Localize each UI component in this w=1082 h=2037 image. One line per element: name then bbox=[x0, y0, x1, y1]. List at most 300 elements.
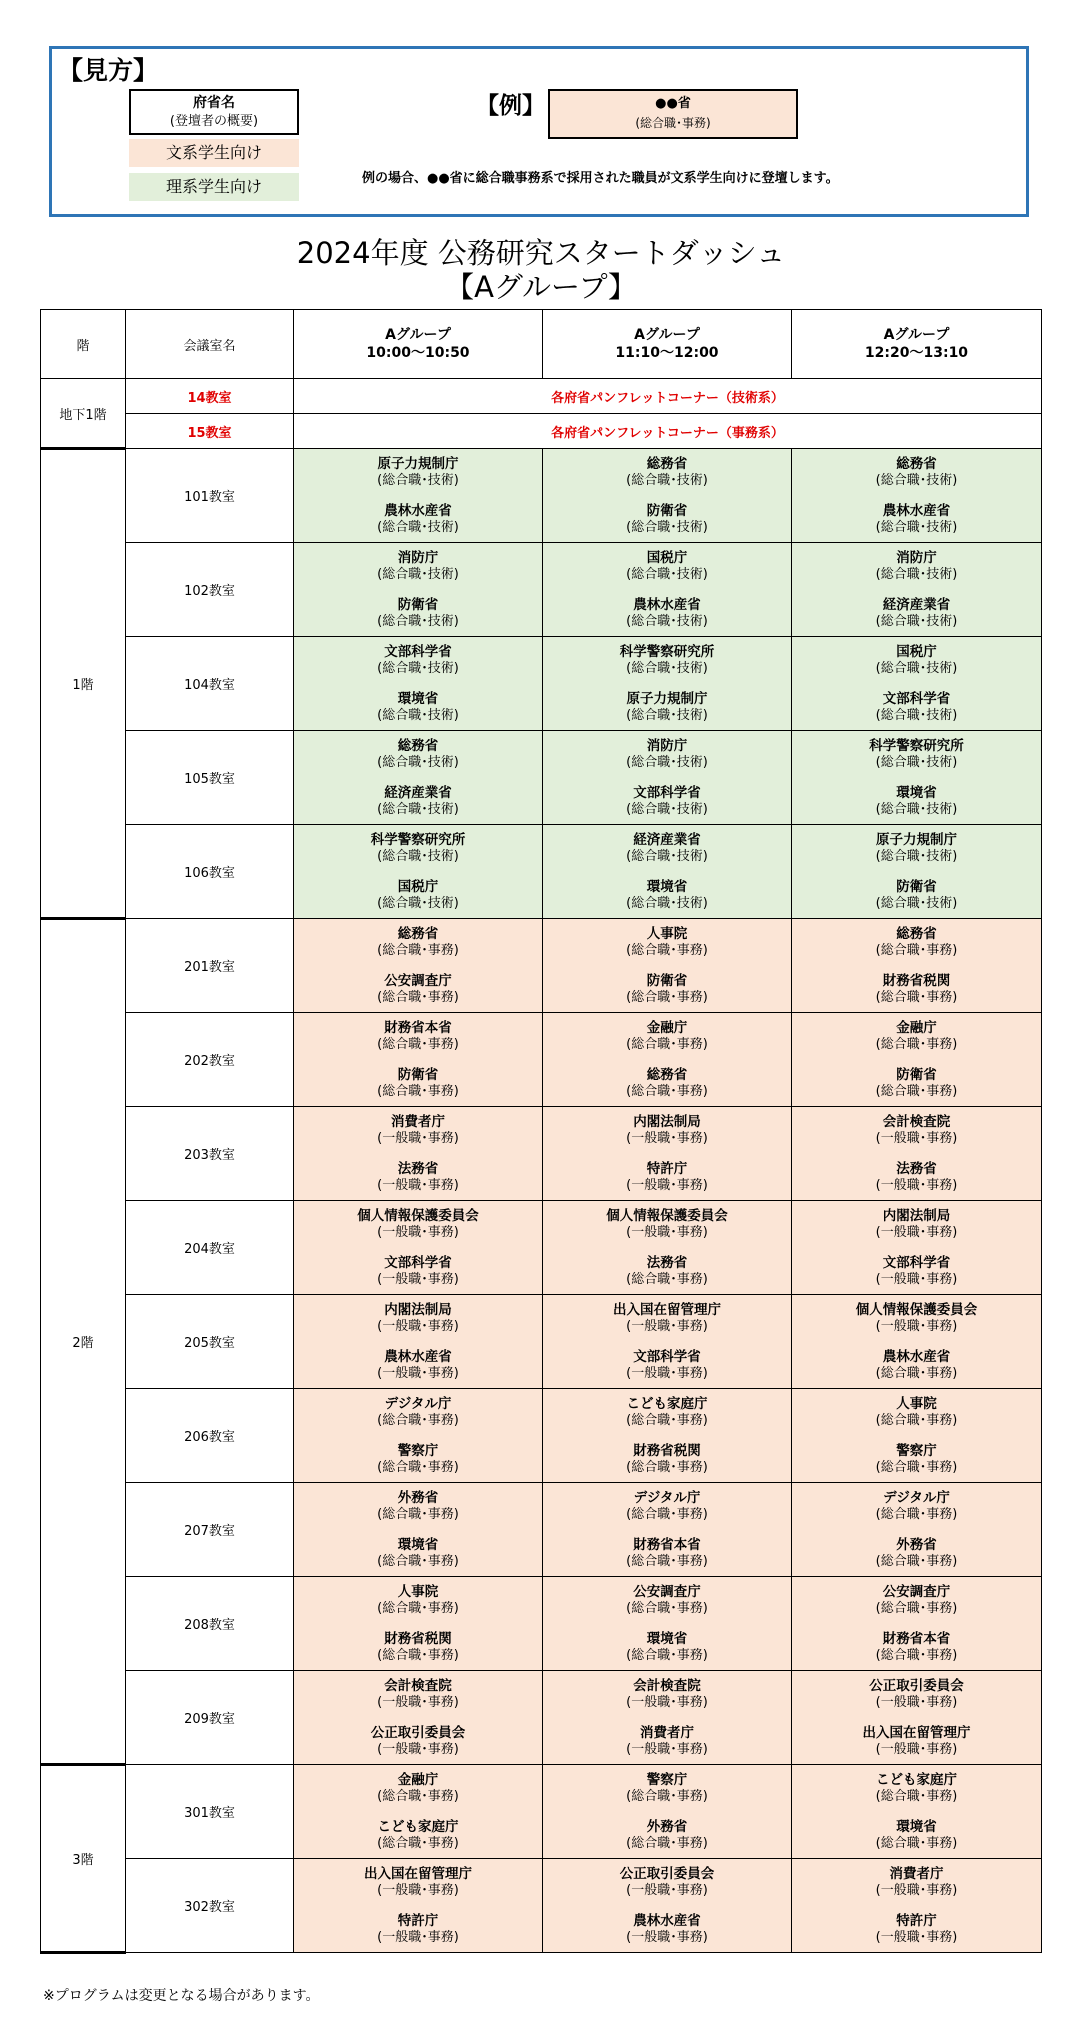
example-label: 【例】 bbox=[476, 93, 545, 119]
session-cell bbox=[543, 1483, 792, 1577]
ministry-name: 原子力規制庁 bbox=[377, 455, 459, 472]
speaker-category: (一般職･事務) bbox=[377, 1130, 459, 1146]
room-name: 104教室 bbox=[126, 637, 294, 731]
speaker-category: (総合職･事務) bbox=[875, 1835, 958, 1851]
speaker-category: (一般職･事務) bbox=[875, 1130, 958, 1146]
session-cell bbox=[294, 449, 543, 543]
ministry-name: 消防庁 bbox=[896, 549, 937, 566]
ministry-name: こども家庭庁 bbox=[626, 1395, 708, 1412]
session-entry bbox=[543, 1208, 791, 1241]
speaker-category: (総合職･技術) bbox=[377, 660, 459, 676]
ministry-name: 警察庁 bbox=[397, 1442, 439, 1459]
speaker-category: (総合職･事務) bbox=[377, 1647, 459, 1663]
ministry-name: 財務省本省 bbox=[882, 1630, 951, 1647]
ministry-name: 農林水産省 bbox=[384, 502, 452, 519]
speaker-category: (総合職･技術) bbox=[875, 519, 958, 535]
session-cell bbox=[792, 637, 1042, 731]
speaker-category: (総合職･技術) bbox=[377, 472, 459, 488]
session-entry bbox=[792, 597, 1041, 630]
session-entry bbox=[543, 1913, 791, 1946]
ministry-name: 経済産業省 bbox=[882, 596, 951, 613]
ministry-name: 財務省税関 bbox=[882, 972, 951, 989]
session-entry bbox=[294, 597, 542, 630]
speaker-category: (総合職･事務) bbox=[875, 1506, 958, 1522]
ministry-name: 科学警察研究所 bbox=[619, 643, 715, 660]
speaker-category: (総合職･事務) bbox=[875, 989, 958, 1005]
ministry-name: 防衛省 bbox=[646, 972, 688, 989]
ministry-name: 金融庁 bbox=[397, 1771, 439, 1788]
ministry-name: 法務省 bbox=[397, 1160, 439, 1177]
room-name: 302教室 bbox=[126, 1859, 294, 1953]
ministry-name: 文部科学省 bbox=[384, 643, 452, 660]
speaker-category: (総合職･事務) bbox=[626, 1835, 708, 1851]
ministry-name: 環境省 bbox=[646, 1630, 688, 1647]
session-entry bbox=[294, 456, 542, 489]
speaker-category: (総合職･技術) bbox=[875, 472, 958, 488]
room-14: 14教室 bbox=[126, 379, 294, 414]
session-entry bbox=[294, 691, 542, 724]
session-entry bbox=[543, 1537, 791, 1570]
ministry-name: 個人情報保護委員会 bbox=[855, 1301, 978, 1318]
legend-science-chip: 理系学生向け bbox=[129, 173, 299, 201]
speaker-category: (総合職･技術) bbox=[377, 801, 459, 817]
session-cell bbox=[792, 731, 1042, 825]
ministry-name: 農林水産省 bbox=[633, 1912, 701, 1929]
session-entry bbox=[543, 1490, 791, 1523]
session-cell bbox=[543, 1577, 792, 1671]
speaker-category: (総合職･技術) bbox=[626, 848, 708, 864]
session-cell bbox=[294, 919, 543, 1013]
ministry-name: 消防庁 bbox=[646, 737, 688, 754]
session-entry bbox=[543, 1772, 791, 1805]
speaker-category: (総合職･事務) bbox=[377, 1506, 459, 1522]
speaker-category: (総合職･事務) bbox=[377, 1835, 459, 1851]
session-entry bbox=[294, 1349, 542, 1382]
session-entry bbox=[543, 1678, 791, 1711]
ministry-name: デジタル庁 bbox=[384, 1395, 452, 1412]
session-entry bbox=[543, 550, 791, 583]
speaker-category: (総合職･事務) bbox=[626, 1459, 708, 1475]
header-slot-1 bbox=[294, 310, 543, 379]
speaker-category: (一般職･事務) bbox=[626, 1882, 708, 1898]
session-entry bbox=[294, 832, 542, 865]
ministry-name: 文部科学省 bbox=[384, 1254, 452, 1271]
speaker-category: (総合職･事務) bbox=[377, 1036, 459, 1052]
room-name: 205教室 bbox=[126, 1295, 294, 1389]
ministry-name: 総務省 bbox=[397, 925, 439, 942]
speaker-category: (一般職･事務) bbox=[626, 1365, 708, 1381]
speaker-category: (総合職･事務) bbox=[377, 1412, 459, 1428]
speaker-category: (総合職･事務) bbox=[377, 1788, 459, 1804]
session-cell bbox=[543, 1107, 792, 1201]
session-cell bbox=[792, 1389, 1042, 1483]
slot-group-name: Aグループ bbox=[883, 327, 950, 343]
session-entry bbox=[792, 1396, 1041, 1429]
ministry-name: 総務省 bbox=[896, 455, 937, 472]
room-name: 301教室 bbox=[126, 1765, 294, 1859]
session-entry bbox=[792, 456, 1041, 489]
session-entry bbox=[294, 1725, 542, 1758]
speaker-category: (一般職･事務) bbox=[377, 1318, 459, 1334]
ministry-name: 個人情報保護委員会 bbox=[606, 1207, 728, 1224]
session-entry bbox=[543, 738, 791, 771]
session-entry bbox=[294, 1866, 542, 1899]
session-entry bbox=[543, 1302, 791, 1335]
example-note: 例の場合、●●省に総合職事務系で採用された職員が文系学生向けに登壇します。 bbox=[362, 171, 839, 186]
ministry-name: 文部科学省 bbox=[633, 784, 701, 801]
speaker-category: (総合職･事務) bbox=[875, 1083, 958, 1099]
session-entry bbox=[294, 1819, 542, 1852]
session-cell bbox=[294, 1859, 543, 1953]
speaker-category: (総合職･技術) bbox=[875, 660, 958, 676]
ministry-name: 外務省 bbox=[397, 1489, 439, 1506]
ministry-name: 総務省 bbox=[896, 925, 937, 942]
session-cell bbox=[792, 1859, 1042, 1953]
session-entry bbox=[543, 1866, 791, 1899]
speaker-category: (一般職･事務) bbox=[377, 1365, 459, 1381]
speaker-category: (総合職･技術) bbox=[377, 895, 459, 911]
speaker-category: (総合職･技術) bbox=[875, 707, 958, 723]
room-name: 203教室 bbox=[126, 1107, 294, 1201]
session-cell bbox=[792, 449, 1042, 543]
ministry-name: 公安調査庁 bbox=[384, 972, 452, 989]
speaker-category: (総合職･事務) bbox=[626, 942, 708, 958]
ministry-name: 経済産業省 bbox=[633, 831, 701, 848]
session-entry bbox=[792, 879, 1041, 912]
ministry-name: 農林水産省 bbox=[633, 596, 701, 613]
speaker-category: (総合職･事務) bbox=[875, 1365, 958, 1381]
ministry-name: 防衛省 bbox=[646, 502, 688, 519]
speaker-category: (総合職･事務) bbox=[626, 1036, 708, 1052]
ministry-name: 特許庁 bbox=[896, 1912, 937, 1929]
session-entry bbox=[792, 691, 1041, 724]
floor-label: 1階 bbox=[41, 449, 126, 919]
room-row bbox=[41, 1107, 1042, 1201]
session-entry bbox=[792, 973, 1041, 1006]
session-entry bbox=[792, 550, 1041, 583]
session-entry bbox=[294, 973, 542, 1006]
room-row bbox=[41, 1671, 1042, 1765]
speaker-category: (総合職･技術) bbox=[875, 613, 958, 629]
speaker-category: (総合職･事務) bbox=[377, 1459, 459, 1475]
session-entry bbox=[294, 1067, 542, 1100]
ministry-name: 消費者庁 bbox=[889, 1865, 944, 1882]
ministry-name: 環境省 bbox=[397, 1536, 439, 1553]
ministry-name: 国税庁 bbox=[646, 549, 688, 566]
speaker-category: (総合職･事務) bbox=[626, 1083, 708, 1099]
speaker-category: (総合職･技術) bbox=[875, 895, 958, 911]
speaker-category: (総合職･事務) bbox=[377, 1083, 459, 1099]
ministry-name: 総務省 bbox=[397, 737, 439, 754]
session-entry bbox=[792, 1020, 1041, 1053]
speaker-category: (総合職･事務) bbox=[875, 1788, 958, 1804]
session-cell bbox=[792, 825, 1042, 919]
ministry-name: 環境省 bbox=[646, 878, 688, 895]
session-cell bbox=[792, 1483, 1042, 1577]
session-cell bbox=[543, 1013, 792, 1107]
speaker-category: (総合職･事務) bbox=[875, 942, 958, 958]
room-name: 101教室 bbox=[126, 449, 294, 543]
session-cell bbox=[543, 1201, 792, 1295]
session-entry bbox=[792, 738, 1041, 771]
session-entry bbox=[543, 879, 791, 912]
room-row bbox=[41, 1201, 1042, 1295]
ministry-name: 外務省 bbox=[646, 1818, 688, 1835]
session-entry bbox=[294, 785, 542, 818]
ministry-name: 消防庁 bbox=[397, 549, 439, 566]
speaker-category: (一般職･事務) bbox=[377, 1694, 459, 1710]
session-entry bbox=[294, 1255, 542, 1288]
ministry-name: 原子力規制庁 bbox=[876, 831, 957, 848]
session-cell bbox=[543, 449, 792, 543]
speaker-category: (総合職･事務) bbox=[377, 989, 459, 1005]
ministry-name: 財務省税関 bbox=[633, 1442, 701, 1459]
session-entry bbox=[792, 1255, 1041, 1288]
ministry-name: 内閣法制局 bbox=[882, 1207, 951, 1224]
session-entry bbox=[543, 1114, 791, 1147]
session-cell bbox=[543, 825, 792, 919]
speaker-category: (総合職･事務) bbox=[377, 1553, 459, 1569]
ministry-name: 出入国在留管理庁 bbox=[364, 1865, 472, 1882]
session-cell bbox=[792, 543, 1042, 637]
session-entry bbox=[792, 1631, 1041, 1664]
ministry-name: 農林水産省 bbox=[882, 502, 951, 519]
session-entry bbox=[294, 1114, 542, 1147]
speaker-category: (総合職･技術) bbox=[626, 895, 708, 911]
speaker-category: (総合職･技術) bbox=[626, 707, 708, 723]
speaker-category: (総合職･事務) bbox=[626, 1271, 708, 1287]
ministry-name: 経済産業省 bbox=[384, 784, 452, 801]
speaker-category: (総合職･技術) bbox=[377, 707, 459, 723]
header-slot-3 bbox=[792, 310, 1042, 379]
session-entry bbox=[792, 832, 1041, 865]
session-entry bbox=[294, 1772, 542, 1805]
session-entry bbox=[792, 1772, 1041, 1805]
speaker-category: (総合職･技術) bbox=[626, 754, 708, 770]
session-entry bbox=[792, 1349, 1041, 1382]
session-cell bbox=[792, 1765, 1042, 1859]
ministry-name: 文部科学省 bbox=[633, 1348, 701, 1365]
ministry-name: 外務省 bbox=[896, 1536, 937, 1553]
speaker-category: (総合職･技術) bbox=[626, 801, 708, 817]
speaker-category: (総合職･技術) bbox=[626, 472, 708, 488]
ministry-name: 個人情報保護委員会 bbox=[357, 1207, 479, 1224]
speaker-category: (一般職･事務) bbox=[875, 1224, 958, 1240]
ministry-name: デジタル庁 bbox=[633, 1489, 701, 1506]
session-entry bbox=[294, 1208, 542, 1241]
speaker-category: (総合職･技術) bbox=[626, 660, 708, 676]
basement-row-15 bbox=[41, 414, 1042, 449]
speaker-category: (総合職･技術) bbox=[377, 613, 459, 629]
floor-label: 3階 bbox=[41, 1765, 126, 1953]
session-cell bbox=[543, 731, 792, 825]
ministry-name: 内閣法制局 bbox=[384, 1301, 452, 1318]
ministry-name: デジタル庁 bbox=[883, 1489, 950, 1506]
ministry-name: 人事院 bbox=[646, 925, 688, 942]
session-entry bbox=[543, 1067, 791, 1100]
speaker-category: (総合職･事務) bbox=[875, 1459, 958, 1475]
ministry-name: 総務省 bbox=[646, 1066, 688, 1083]
session-entry bbox=[543, 1443, 791, 1476]
session-cell bbox=[294, 1389, 543, 1483]
speaker-category: (一般職･事務) bbox=[875, 1741, 958, 1757]
session-entry bbox=[792, 926, 1041, 959]
ministry-name: 財務省税関 bbox=[384, 1630, 452, 1647]
legend-title: 【見方】 bbox=[58, 56, 159, 85]
session-entry bbox=[294, 1631, 542, 1664]
room-name: 209教室 bbox=[126, 1671, 294, 1765]
speaker-category: (一般職･事務) bbox=[377, 1271, 459, 1287]
session-entry bbox=[792, 785, 1041, 818]
speaker-category: (総合職･事務) bbox=[875, 1647, 958, 1663]
room-name: 201教室 bbox=[126, 919, 294, 1013]
session-entry bbox=[294, 550, 542, 583]
session-entry bbox=[294, 503, 542, 536]
session-cell bbox=[543, 1765, 792, 1859]
ministry-name: 防衛省 bbox=[896, 1066, 937, 1083]
ministry-name: 財務省本省 bbox=[633, 1536, 701, 1553]
session-entry bbox=[792, 644, 1041, 677]
speaker-category: (一般職･事務) bbox=[626, 1741, 708, 1757]
session-entry bbox=[543, 973, 791, 1006]
room-name: 208教室 bbox=[126, 1577, 294, 1671]
ministry-name: 法務省 bbox=[646, 1254, 688, 1271]
session-cell bbox=[294, 1577, 543, 1671]
speaker-category: (総合職･技術) bbox=[875, 848, 958, 864]
speaker-category: (総合職･技術) bbox=[875, 566, 958, 582]
room-row bbox=[41, 1483, 1042, 1577]
session-entry bbox=[792, 1490, 1041, 1523]
speaker-category: (一般職･事務) bbox=[626, 1929, 708, 1945]
speaker-category: (一般職･事務) bbox=[626, 1694, 708, 1710]
room-row bbox=[41, 919, 1042, 1013]
speaker-category: (総合職･事務) bbox=[875, 1600, 958, 1616]
session-cell bbox=[792, 1577, 1042, 1671]
session-cell bbox=[294, 1765, 543, 1859]
ministry-name: こども家庭庁 bbox=[377, 1818, 459, 1835]
speaker-category: (一般職･事務) bbox=[875, 1318, 958, 1334]
session-cell bbox=[294, 731, 543, 825]
ministry-name: 出入国在留管理庁 bbox=[862, 1724, 971, 1741]
ministry-name: 会計検査院 bbox=[384, 1677, 452, 1694]
speaker-category: (総合職･事務) bbox=[626, 1600, 708, 1616]
room-name: 106教室 bbox=[126, 825, 294, 919]
speaker-category: (総合職･技術) bbox=[875, 754, 958, 770]
session-entry bbox=[792, 1584, 1041, 1617]
session-cell bbox=[294, 825, 543, 919]
session-cell bbox=[792, 1295, 1042, 1389]
speaker-category: (総合職･事務) bbox=[626, 1412, 708, 1428]
room-name: 206教室 bbox=[126, 1389, 294, 1483]
room-row bbox=[41, 1295, 1042, 1389]
ministry-name: 科学警察研究所 bbox=[869, 737, 964, 754]
legend-humanities-chip: 文系学生向け bbox=[129, 139, 299, 167]
session-entry bbox=[792, 1678, 1041, 1711]
ministry-name: 原子力規制庁 bbox=[626, 690, 708, 707]
speaker-category: (総合職･技術) bbox=[626, 519, 708, 535]
speaker-category: (総合職･技術) bbox=[377, 566, 459, 582]
session-cell bbox=[792, 1201, 1042, 1295]
header-row bbox=[41, 310, 1042, 379]
session-cell bbox=[792, 919, 1042, 1013]
speaker-category: (一般職･事務) bbox=[626, 1130, 708, 1146]
speaker-category: (総合職･事務) bbox=[626, 1788, 708, 1804]
slot-group-name: Aグループ bbox=[634, 327, 700, 343]
room-row bbox=[41, 731, 1042, 825]
page-subtitle: 【Aグループ】 bbox=[445, 270, 637, 304]
session-entry bbox=[792, 1819, 1041, 1852]
ministry-name: 特許庁 bbox=[397, 1912, 439, 1929]
speaker-category: (一般職･事務) bbox=[875, 1882, 958, 1898]
ministry-name: 人事院 bbox=[896, 1395, 937, 1412]
speaker-category: (総合職･事務) bbox=[875, 1553, 958, 1569]
session-entry bbox=[543, 1631, 791, 1664]
session-entry bbox=[543, 1255, 791, 1288]
session-cell bbox=[792, 1107, 1042, 1201]
session-cell bbox=[543, 543, 792, 637]
example-sub: (総合職･事務) bbox=[635, 116, 711, 130]
ministry-name: 会計検査院 bbox=[633, 1677, 701, 1694]
session-entry bbox=[294, 1490, 542, 1523]
session-entry bbox=[543, 926, 791, 959]
session-entry bbox=[294, 1020, 542, 1053]
room-15: 15教室 bbox=[126, 414, 294, 449]
ministry-name: 消費者庁 bbox=[391, 1113, 445, 1130]
session-entry bbox=[543, 1725, 791, 1758]
speaker-category: (一般職･事務) bbox=[875, 1929, 958, 1945]
room-name: 202教室 bbox=[126, 1013, 294, 1107]
ministry-name: 消費者庁 bbox=[640, 1724, 694, 1741]
session-entry bbox=[543, 1020, 791, 1053]
session-entry bbox=[294, 1537, 542, 1570]
room-row bbox=[41, 543, 1042, 637]
example-box bbox=[548, 89, 798, 139]
header-floor: 階 bbox=[41, 310, 126, 379]
speaker-category: (一般職･事務) bbox=[377, 1929, 459, 1945]
speaker-category: (一般職･事務) bbox=[875, 1177, 958, 1193]
ministry-name: 金融庁 bbox=[646, 1019, 688, 1036]
ministry-name: 農林水産省 bbox=[882, 1348, 951, 1365]
session-entry bbox=[294, 1584, 542, 1617]
session-cell bbox=[294, 1107, 543, 1201]
session-entry bbox=[543, 644, 791, 677]
ministry-name: 警察庁 bbox=[646, 1771, 688, 1788]
room-row bbox=[41, 1013, 1042, 1107]
speaker-category: (総合職･事務) bbox=[875, 1412, 958, 1428]
session-entry bbox=[792, 1114, 1041, 1147]
ministry-name: 環境省 bbox=[896, 784, 937, 801]
speaker-category: (総合職･事務) bbox=[626, 1506, 708, 1522]
ministry-name: 文部科学省 bbox=[882, 690, 951, 707]
session-cell bbox=[543, 637, 792, 731]
ministry-name: 環境省 bbox=[896, 1818, 937, 1835]
ministry-name: 人事院 bbox=[397, 1583, 439, 1600]
speaker-category: (総合職･技術) bbox=[626, 613, 708, 629]
speaker-category: (総合職･事務) bbox=[377, 1600, 459, 1616]
ministry-name: 出入国在留管理庁 bbox=[613, 1301, 721, 1318]
slot-group-name: Aグループ bbox=[385, 327, 451, 343]
ministry-name: 警察庁 bbox=[896, 1442, 937, 1459]
speaker-category: (総合職･事務) bbox=[377, 942, 459, 958]
session-cell bbox=[294, 1483, 543, 1577]
legend-box bbox=[49, 46, 1029, 217]
ministry-name: 環境省 bbox=[397, 690, 439, 707]
page-title: 2024年度 公務研究スタートダッシュ bbox=[296, 236, 786, 270]
speaker-category: (一般職･事務) bbox=[875, 1694, 958, 1710]
session-entry bbox=[792, 1067, 1041, 1100]
room-row bbox=[41, 825, 1042, 919]
ministry-name: 科学警察研究所 bbox=[370, 831, 466, 848]
